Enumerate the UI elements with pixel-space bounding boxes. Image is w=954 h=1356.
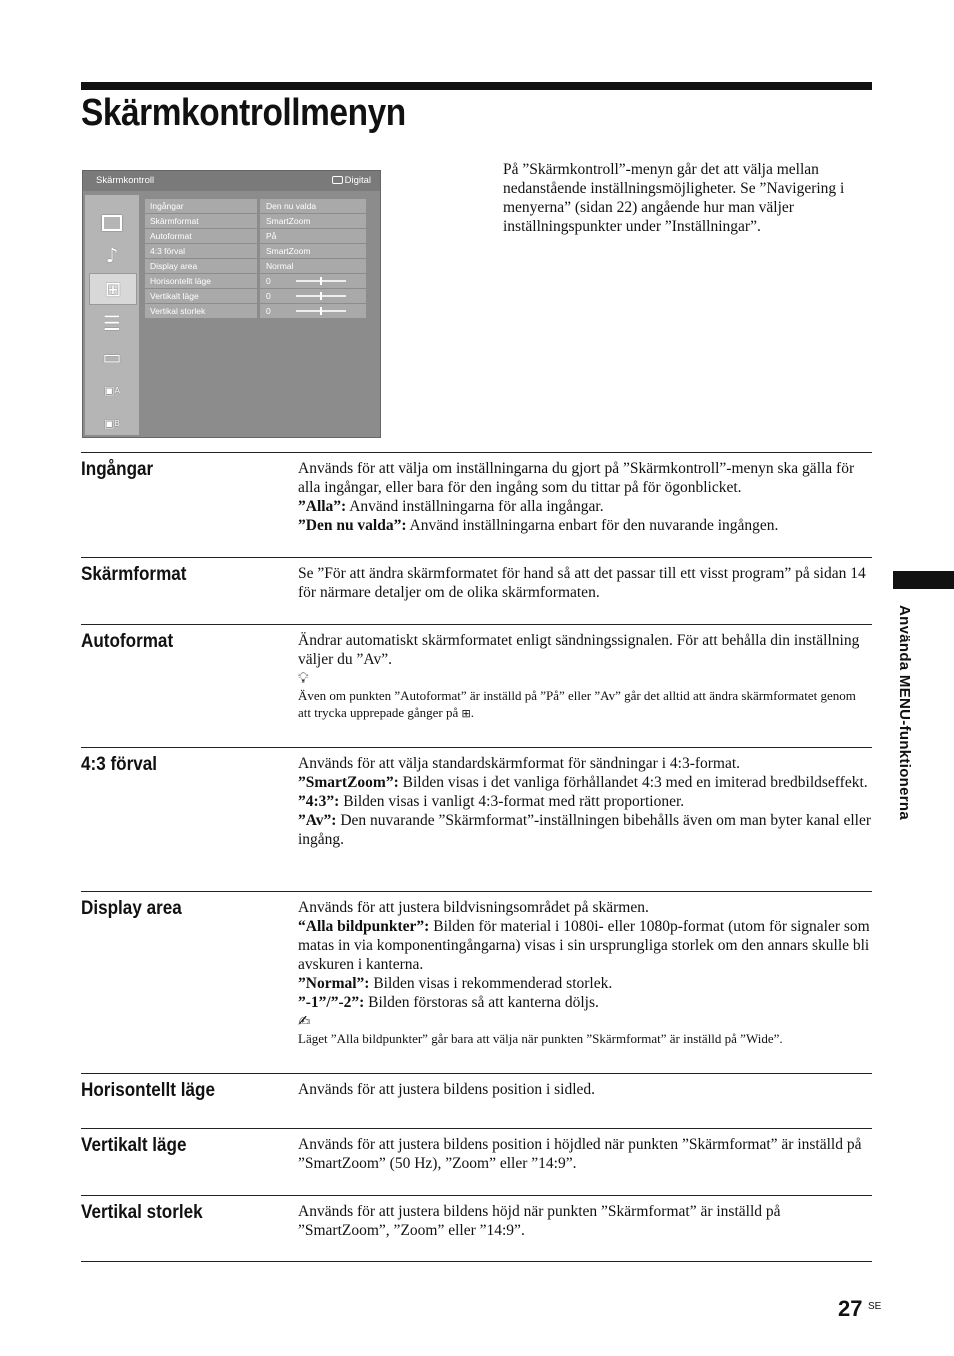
- page-number: 27: [838, 1296, 863, 1321]
- menu-row: [143, 259, 366, 273]
- option-label: ”SmartZoom”:: [298, 774, 399, 791]
- section-skarmformat: [81, 557, 872, 601]
- section-body: [298, 1080, 872, 1099]
- section-text: Används för att justera bildens höjd när punkten ”Skärmformat” är inställd på ”SmartZoom”, ”Zoom” eller ”14:9”.: [298, 1203, 781, 1239]
- tip-text-body: Även om punkten ”Autoformat” är inställd på ”På” eller ”Av” går det alltid att ändra skärmformatet genom att trycka upprepade gånger på: [298, 688, 856, 720]
- tv-b-icon: ▣ B: [104, 416, 120, 430]
- option-label: ”Normal”:: [298, 975, 370, 992]
- page-title: Skärmkontrollmenyn: [81, 92, 406, 134]
- option-line: [298, 993, 872, 1012]
- chapter-tab: [893, 571, 954, 589]
- option-line: [298, 811, 872, 849]
- option-label: “Alla bildpunkter”:: [298, 918, 430, 935]
- menu-row-value: 0: [266, 276, 271, 286]
- wide-mode-icon: ⊞: [461, 707, 471, 720]
- option-line: [298, 917, 872, 974]
- menu-row: [143, 274, 366, 288]
- picture-icon: [89, 208, 135, 238]
- menu-row-label: Vertikalt läge: [145, 289, 257, 303]
- option-label: ”Alla”:: [298, 498, 347, 515]
- setup-icon: ☰: [103, 311, 121, 335]
- section-text: Används för att justera bildvisningsområdet på skärmen.: [298, 899, 649, 916]
- option-line: [298, 792, 872, 811]
- option-text: Bilden visas i vanligt 4:3-format med rätt proportioner.: [339, 793, 685, 810]
- sound-icon: ♪: [105, 243, 119, 267]
- option-label: ”Den nu valda”:: [298, 517, 407, 534]
- slider-bar: [296, 295, 346, 297]
- menu-row-slider: [260, 274, 366, 288]
- page-suffix: SE: [868, 1301, 882, 1312]
- section-body: [298, 1135, 872, 1173]
- menu-row: [143, 289, 366, 303]
- slider-bar: [296, 280, 346, 282]
- section-vertikalt-lage: [81, 1128, 872, 1172]
- section-horisontellt-lage: [81, 1073, 872, 1101]
- section-term: Skärmformat: [81, 564, 187, 585]
- menu-source: Digital: [332, 175, 371, 186]
- option-line: [298, 974, 872, 993]
- menu-row-label: Horisontellt läge: [145, 274, 257, 288]
- option-text: Den nuvarande ”Skärmformat”-inställningen bibehålls även om man byter kanal eller ingång.: [298, 812, 872, 848]
- section-body: [298, 1202, 872, 1240]
- tip-text-end: .: [470, 705, 474, 720]
- option-line: [298, 497, 872, 516]
- tv-a-icon: ▣ A: [104, 383, 120, 397]
- menu-row-value: På: [260, 229, 366, 243]
- menu-row: [143, 244, 366, 258]
- section-body: [298, 631, 872, 722]
- section-term: Vertikal storlek: [81, 1202, 203, 1223]
- section-body: [298, 898, 872, 1047]
- menu-row-slider: [260, 304, 366, 318]
- menu-row-label: Skärmformat: [145, 214, 257, 228]
- chapter-label: Använda MENU-funktionerna: [896, 605, 913, 821]
- section-term: Horisontellt läge: [81, 1080, 215, 1101]
- note-text: Läget ”Alla bildpunkter” går bara att välja när punkten ”Skärmformat” är inställd på ”Wide”.: [298, 1031, 783, 1046]
- menu-title: Skärmkontroll: [96, 175, 155, 186]
- section-text: Används för att justera bildens position i höjdled när punkten ”Skärmformat” är inställd på ”SmartZoom” (50 Hz), ”Zoom” eller ”14:9”.: [298, 1136, 862, 1172]
- section-4-3-forval: [81, 747, 872, 848]
- menu-row-value: Den nu valda: [260, 199, 366, 213]
- menu-row-value: Normal: [260, 259, 366, 273]
- intro-text: På ”Skärmkontroll”-menyn går det att välja mellan nedanstående inställningsmöjligheter. Se ”Navigering i menyerna” (sidan 22) angående hur man väljer inställningspunkter under ”Inställningar”.: [503, 161, 845, 235]
- section-text: Se ”För att ändra skärmformatet för hand så att det passar till ett visst program” på sidan 14 för närmare detaljer om de olika skärmformaten.: [298, 565, 866, 601]
- menu-row-value: 0: [266, 306, 271, 316]
- option-text: Bilden visas i det vanliga förhållandet 4:3 med en imiterad bredbildseffekt.: [398, 774, 868, 791]
- slider-bar: [296, 310, 346, 312]
- option-text: Bilden visas i rekommenderad storlek.: [369, 975, 613, 992]
- pc-icon: ▭: [102, 345, 122, 369]
- title-rule: [81, 82, 872, 90]
- screen-control-icon: ⊞: [89, 273, 137, 305]
- menu-row: [143, 229, 366, 243]
- menu-row: [143, 304, 366, 318]
- menu-row-slider: [260, 289, 366, 303]
- menu-row-value: SmartZoom: [260, 244, 366, 258]
- menu-screenshot: [82, 170, 381, 438]
- section-term: Autoformat: [81, 631, 174, 652]
- section-term: Ingångar: [81, 459, 154, 480]
- section-text: Används för att justera bildens position i sidled.: [298, 1081, 596, 1098]
- tv-b-letter: B: [114, 418, 120, 428]
- menu-row: [143, 199, 366, 213]
- option-label: ”4:3”:: [298, 793, 340, 810]
- section-body: [298, 459, 872, 535]
- section-ingangar: [81, 452, 872, 534]
- option-label: ”Av”:: [298, 812, 337, 829]
- menu-header: [83, 171, 380, 191]
- note-pencil-icon: ✍: [298, 1012, 311, 1030]
- tv-a-letter: A: [114, 385, 120, 395]
- option-text: Bilden för material i 1080i- eller 1080p-format (utom för signaler som matas in via komponentingångarna) visas i sin ursprungliga storlek om den annars skulle bli avskuren i kanterna.: [298, 918, 870, 973]
- option-text: Bilden förstoras så att kanterna döljs.: [364, 994, 599, 1011]
- section-vertikal-storlek: [81, 1195, 872, 1239]
- option-text: Använd inställningarna för alla ingångar.: [346, 498, 604, 515]
- menu-row-value: SmartZoom: [260, 214, 366, 228]
- section-display-area: [81, 891, 872, 1046]
- section-text: Ändrar automatiskt skärmformatet enligt sändningssignalen. För att behålla din inställning väljer du ”Av”.: [298, 632, 860, 668]
- section-term: Display area: [81, 898, 182, 919]
- option-text: Använd inställningarna enbart för den nuvarande ingången.: [406, 517, 779, 534]
- menu-row: [143, 214, 366, 228]
- menu-rows: [143, 199, 366, 319]
- section-body: [298, 564, 872, 602]
- menu-icon-column: [85, 195, 139, 435]
- menu-row-label: Vertikal storlek: [145, 304, 257, 318]
- menu-row-label: Ingångar: [145, 199, 257, 213]
- section-text: Används för att välja standardskärmformat för sändningar i 4:3-format.: [298, 755, 741, 772]
- option-line: [298, 516, 872, 535]
- option-label: ”-1”/”-2”:: [298, 994, 365, 1011]
- menu-row-label: Display area: [145, 259, 257, 273]
- section-autoformat: [81, 624, 872, 720]
- tip-text: [298, 687, 872, 722]
- tip-icon: 💡︎: [298, 669, 309, 687]
- section-term: Vertikalt läge: [81, 1135, 187, 1156]
- menu-row-label: 4:3 förval: [145, 244, 257, 258]
- section-body: [298, 754, 872, 849]
- section-term: 4:3 förval: [81, 754, 158, 775]
- menu-row-label: Autoformat: [145, 229, 257, 243]
- menu-row-value: 0: [266, 291, 271, 301]
- bottom-rule: [81, 1261, 872, 1262]
- section-text: Används för att välja om inställningarna du gjort på ”Skärmkontroll”-menyn ska gälla för alla ingångar, eller bara för den ingång som du tittar på för ögonblicket.: [298, 460, 855, 496]
- option-line: [298, 773, 872, 792]
